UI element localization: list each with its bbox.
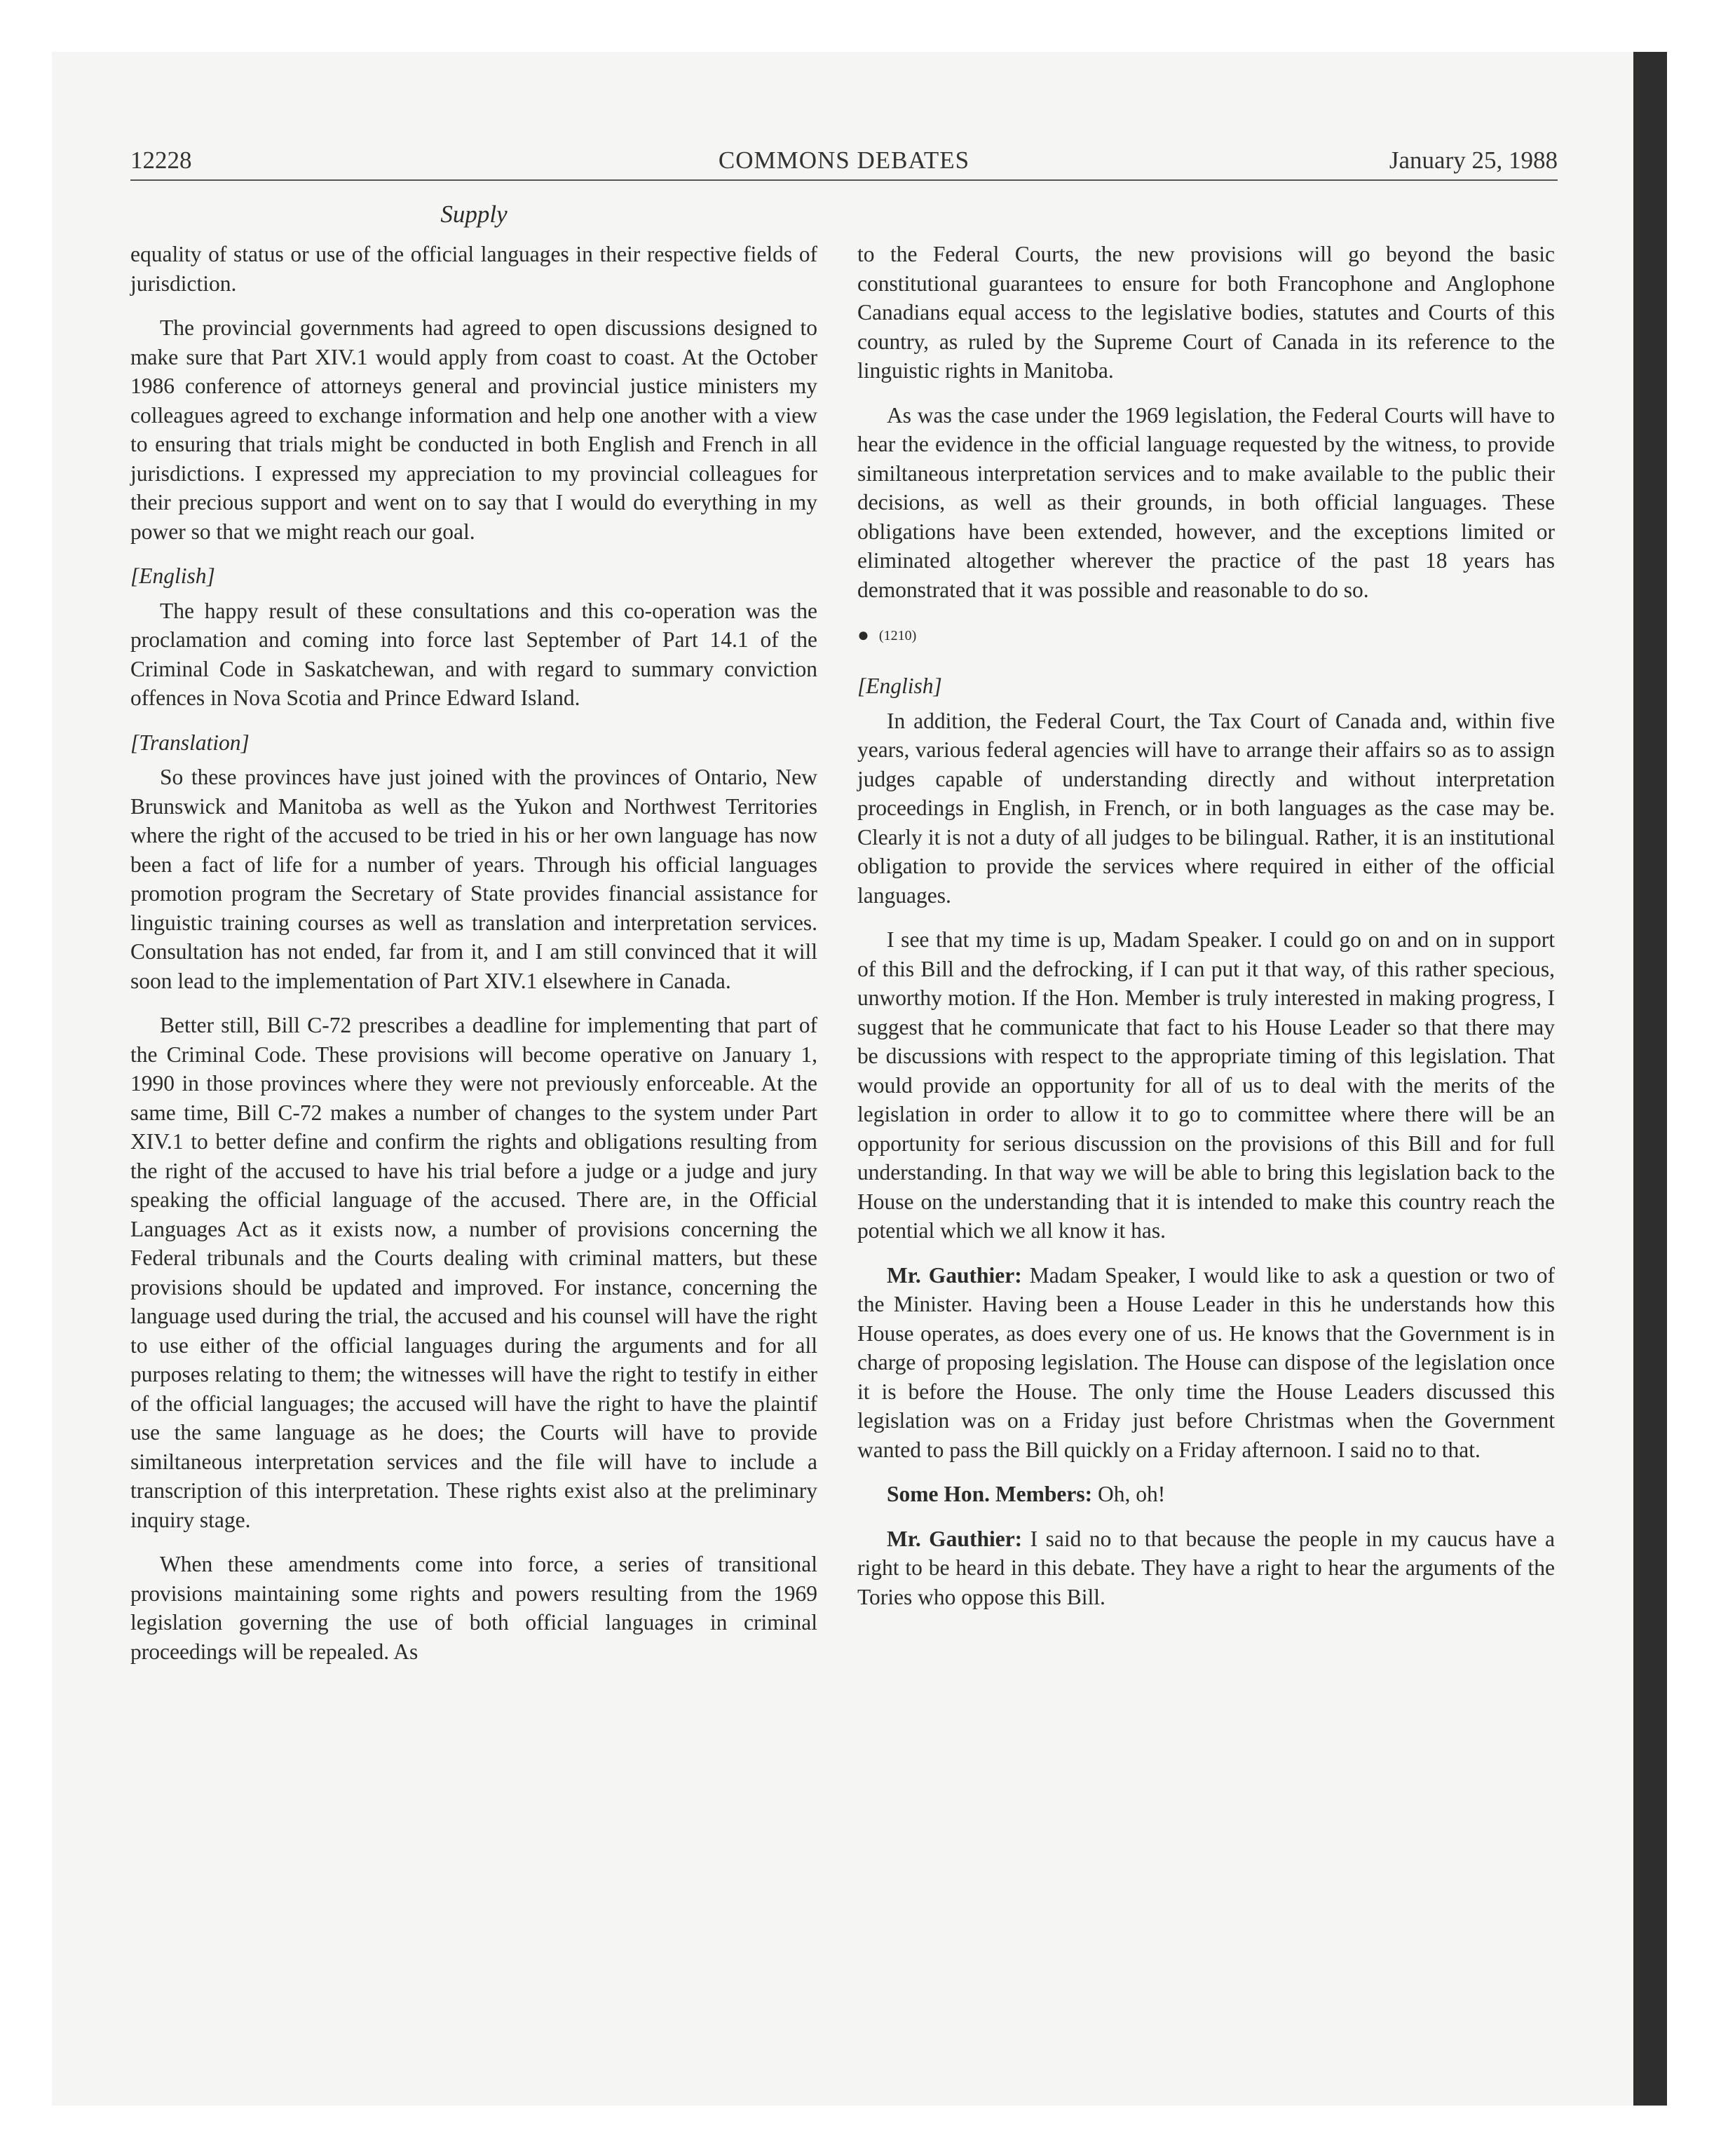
speaker-name: Some Hon. Members:: [887, 1482, 1093, 1506]
speech-text: Madam Speaker, I would like to ask a question or two of the Minister. Having been a House Leader in this he understands how this House operates, as does every one of us. He knows that the Government is in charge of proposing legislation. The House can dispose of the legislation once it is before the House. The only time the House Leaders discussed this legislation was on a Friday just before Christmas when the Government wanted to pass the Bill quickly on a Friday afternoon. I said no to that.: [857, 1262, 1555, 1462]
speech-text: Oh, oh!: [1092, 1482, 1166, 1506]
speech: [857, 1524, 1555, 1612]
paragraph: When these amendments come into force, a series of transitional provisions maintaining some rights and powers resulting from the 1969 legislation governing the use of both official languages in criminal proceedings will be repealed. As: [130, 1552, 817, 1664]
speaker-name: Mr. Gauthier:: [887, 1526, 1023, 1551]
speech-text: I said no to that because the people in my caucus have a right to be heard in this debate. They have a right to hear the arguments of the Tories who oppose this Bill.: [857, 1526, 1555, 1609]
paragraph: I see that my time is up, Madam Speaker. I could go on and on in support of this Bill and the defrocking, if I can put it that way, of this rather specious, unworthy motion. If the Hon. Member is truly interested in making progress, I suggest that he communicate that fact to his House Leader so that there may be discussions with respect to the appropriate timing of this legislation. That would provide an opportunity for all of us to deal with the merits of the legislation in order to allow it to go to committee where there will be an opportunity for serious discussion on the provisions of this Bill and for full understanding. In that way we will be able to bring this legislation back to the House on the understanding that it is intended to make this country reach the potential which we all know it has.: [857, 927, 1555, 1243]
scan-edge-shadow: [1633, 52, 1667, 2106]
speaker-name: Mr. Gauthier:: [887, 1262, 1022, 1288]
time-marker: [857, 625, 1555, 646]
left-column: [130, 240, 817, 1681]
language-marker: [Translation]: [130, 730, 250, 755]
paragraph: The happy result of these consultations and this co-operation was the proclamation and coming into force last September of Part 14.1 of the Criminal Code in Saskatchewan, and with regard to summary conviction offences in Nova Scotia and Prince Edward Island.: [130, 598, 817, 710]
bullet-icon: ●: [857, 625, 869, 646]
header-rule: [130, 179, 1558, 181]
time-stamp: (1210): [878, 628, 917, 643]
page-header: [130, 143, 1558, 185]
paragraph: to the Federal Courts, the new provisions will go beyond the basic constitutional guarantees to ensure for both Francophone and Anglophone Canadians equal access to the legislative bodies, statutes and Courts of this country, as ruled by the Supreme Court of Canada in its reference to the linguistic rights in Manitoba.: [857, 242, 1555, 383]
language-marker: [English]: [130, 564, 215, 588]
page-number: 12228: [130, 146, 192, 174]
paragraph: As was the case under the 1969 legislation, the Federal Courts will have to hear the evidence in the official language requested by the witness, to provide similtaneous interpretation services and to make available to the public their decisions, as well as their grounds, in both official languages. These obligations have been extended, however, and the exceptions limited or eliminated altogether wherever the practice of the past 18 years has demonstrated that it was possible and reasonable to do so.: [857, 402, 1555, 602]
paragraph: So these provinces have just joined with the provinces of Ontario, New Brunswick and Manitoba as well as the Yukon and Northwest Territories where the right of the accused to be tried in his or her own language has now been a fact of life for a number of years. Through his official languages promotion program the Secretary of State provides financial assistance for linguistic training courses as well as translation and interpretation services. Consultation has not ended, far from it, and I am still convinced that it will soon lead to the implementation of Part XIV.1 elsewhere in Canada.: [130, 765, 817, 993]
right-column: [857, 240, 1555, 1627]
paragraph: Better still, Bill C-72 prescribes a deadline for implementing that part of the Criminal Code. These provisions will become operative on January 1, 1990 in those provinces where they were not previously enforceable. At the same time, Bill C-72 makes a number of changes to the system under Part XIV.1 to better define and confirm the rights and obligations resulting from the right of the accused to have his trial before a judge or a judge and jury speaking the official language of the accused. There are, in the Official Languages Act as it exists now, a number of provisions concerning the Federal tribunals and the Courts dealing with criminal matters, but these provisions should be updated and improved. For instance, concerning the language used during the trial, the accused and his counsel will have the right to use either of the official languages during the arguments and for all purposes relating to them; the witnesses will have the right to testify in either of the official languages; the accused will have the right to have the plaintif use the same language as he does; the Courts will have to provide similtaneous interpretation services and the file will have to include a transcription of this interpretation. These rights exist also at the preliminary inquiry stage.: [130, 1013, 817, 1532]
speech: [857, 1261, 1555, 1465]
speech: [857, 1480, 1555, 1509]
publication-title: COMMONS DEBATES: [718, 146, 970, 174]
paragraph: The provincial governments had agreed to open discussions designed to make sure that Part XIV.1 would apply from coast to coast. At the October 1986 conference of attorneys general and provincial justice ministers my colleagues agreed to exchange information and help one another with a view to ensuring that trials might be conducted in both English and French in all jurisdictions. I expressed my appreciation to my provincial colleagues for their precious support and went on to say that I would do everything in my power so that we might reach our goal.: [130, 315, 817, 544]
language-marker: [English]: [857, 674, 942, 698]
paragraph: equality of status or use of the official languages in their respective fields of jurisdiction.: [130, 242, 817, 296]
paragraph: In addition, the Federal Court, the Tax Court of Canada and, within five years, various federal agencies will have to arrange their affairs so as to assign judges capable of understanding directly and without interpretation proceedings in English, in French, or in both languages as the case may be. Clearly it is not a duty of all judges to be bilingual. Rather, it is an institutional obligation to provide the services where required in either of the official languages.: [857, 708, 1555, 908]
publication-date: January 25, 1988: [1389, 146, 1558, 174]
section-heading: Supply: [440, 200, 508, 228]
